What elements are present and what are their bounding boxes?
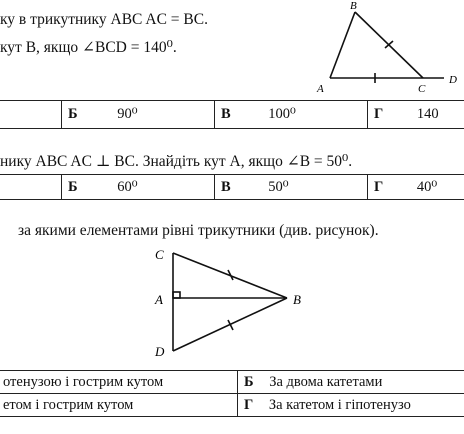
q3-answer-table bbox=[0, 370, 464, 417]
q3-line-1: за якими елементами рівні трикутники (див. рисунок). bbox=[18, 222, 379, 239]
q3-option-v[interactable] bbox=[0, 394, 238, 417]
option-letter: Б bbox=[244, 373, 254, 390]
q2-answer-table bbox=[0, 174, 464, 200]
option-text: За двома катетами bbox=[269, 373, 383, 390]
option-text: отенузою і гострим кутом bbox=[3, 373, 164, 390]
q3-triangles-figure bbox=[145, 244, 320, 360]
q1-answer-table bbox=[0, 100, 464, 129]
label-c: C bbox=[155, 247, 164, 262]
label-b: B bbox=[350, 0, 357, 12]
q1-line-2: кут B, якщо ∠BCD = 140⁰. bbox=[0, 39, 177, 56]
q2-option-v[interactable] bbox=[215, 175, 368, 200]
q2-line-1: нику ABC AC ⊥ BC. Знайдіть кут A, якщо ∠B = 50⁰. bbox=[0, 153, 353, 170]
side-ab bbox=[330, 12, 355, 78]
option-letter: В bbox=[221, 178, 231, 195]
option-letter: Г bbox=[374, 178, 384, 195]
q3-option-g[interactable] bbox=[238, 394, 464, 417]
option-value: 50⁰ bbox=[268, 178, 289, 195]
option-letter: В bbox=[221, 106, 231, 122]
q2-option-g[interactable] bbox=[368, 175, 464, 200]
option-value: 60⁰ bbox=[117, 178, 138, 195]
q1-triangle-figure bbox=[310, 0, 464, 100]
label-a: A bbox=[317, 83, 324, 95]
q3-option-a[interactable] bbox=[0, 371, 238, 394]
option-text: За катетом і гіпотенузо bbox=[268, 396, 411, 413]
label-d: D bbox=[449, 74, 457, 86]
option-letter: Б bbox=[68, 106, 78, 122]
option-value: 140 bbox=[416, 106, 439, 122]
q1-option-b[interactable] bbox=[62, 101, 215, 129]
q3-option-b[interactable] bbox=[238, 371, 464, 394]
q1-option-g[interactable] bbox=[368, 101, 464, 129]
option-letter: Г bbox=[374, 106, 384, 122]
option-text: етом і гострим кутом bbox=[3, 396, 134, 413]
label-d: D bbox=[155, 344, 165, 359]
right-angle-mark bbox=[173, 292, 180, 298]
option-letter: Г bbox=[244, 396, 254, 413]
q1-line-1: ку в трикутнику ABC AC = BC. bbox=[0, 11, 208, 28]
q1-option-v[interactable] bbox=[215, 101, 368, 129]
label-a: A bbox=[155, 292, 163, 307]
label-c: C bbox=[418, 83, 426, 95]
label-b: B bbox=[293, 292, 301, 307]
option-value: 90⁰ bbox=[117, 106, 138, 122]
q2-option-b[interactable] bbox=[62, 175, 215, 200]
option-value: 100⁰ bbox=[268, 106, 296, 122]
option-letter: Б bbox=[68, 178, 78, 195]
option-value: 40⁰ bbox=[416, 178, 438, 195]
